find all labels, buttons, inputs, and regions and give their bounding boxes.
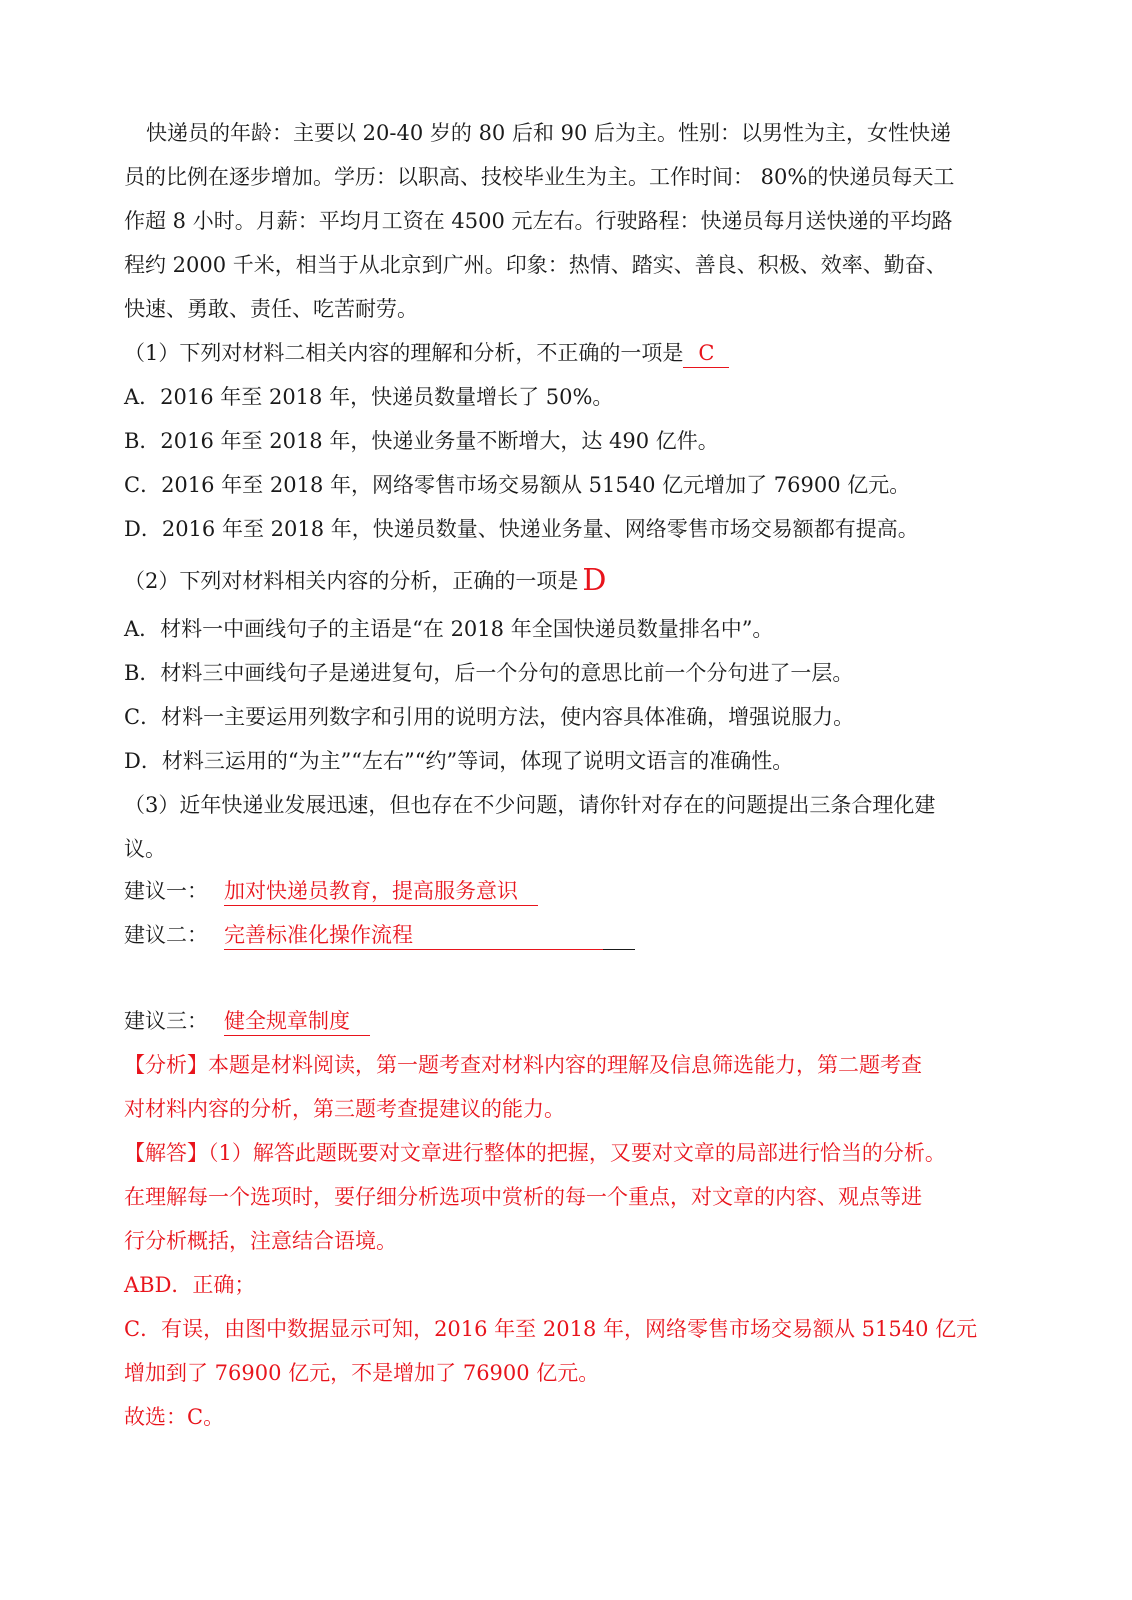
solution-text: ABD．正确； — [124, 1273, 256, 1297]
question-2-option-c: C．材料一主要运用列数字和引用的说明方法，使内容具体准确，增强说服力。 — [124, 705, 855, 729]
question-1-option-b: B．2016 年至 2018 年，快递业务量不断增大，达 490 亿件。 — [124, 429, 719, 453]
solution-text: 增加到了 76900 亿元，不是增加了 76900 亿元。 — [124, 1361, 600, 1385]
solution-text: 行分析概括，注意结合语境。 — [124, 1229, 397, 1253]
question-3-stem-cont: 议。 — [124, 837, 166, 861]
suggestion-3-label: 建议三： — [124, 1009, 208, 1033]
question-2-answer: D — [582, 563, 607, 598]
solution-text: 故选：C。 — [124, 1405, 225, 1429]
suggestion-1 — [124, 876, 1024, 906]
question-1-text: （1）下列对材料二相关内容的理解和分析，不正确的一项是 — [124, 341, 684, 365]
solution-text: C．有误，由图中数据显示可知，2016 年至 2018 年，网络零售市场交易额从 51540 亿元 — [124, 1317, 978, 1341]
question-1-option-a: A．2016 年至 2018 年，快递员数量增长了 50%。 — [124, 385, 614, 409]
suggestion-2 — [124, 920, 1024, 950]
question-1-stem — [124, 338, 1024, 368]
question-3-stem: （3）近年快递业发展迅速，但也存在不少问题，请你针对存在的问题提出三条合理化建 — [124, 793, 936, 817]
question-2-option-d: D．材料三运用的“为主”“左右”“约”等词，体现了说明文语言的准确性。 — [124, 749, 794, 773]
question-1-answer: C — [683, 339, 729, 368]
material-line: 快速、勇敢、责任、吃苦耐劳。 — [124, 297, 418, 321]
suggestion-2-label: 建议二： — [124, 923, 208, 947]
question-2-option-b: B．材料三中画线句子是递进复句，后一个分句的意思比前一个分句进了一层。 — [124, 661, 854, 685]
question-2-stem — [124, 563, 1024, 598]
material-line: 程约 2000 千米，相当于从北京到广州。印象：热情、踏实、善良、积极、效率、勤奋、 — [124, 253, 947, 277]
solution-text: 在理解每一个选项时，要仔细分析选项中赏析的每一个重点，对文章的内容、观点等进 — [124, 1185, 922, 1209]
question-1-option-c: C．2016 年至 2018 年，网络零售市场交易额从 51540 亿元增加了 76900 亿元。 — [124, 473, 911, 497]
solution-text: 【解答】（1）解答此题既要对文章进行整体的把握，又要对文章的局部进行恰当的分析。 — [124, 1141, 946, 1165]
question-2-option-a: A．材料一中画线句子的主语是“在 2018 年全国快递员数量排名中”。 — [124, 617, 774, 641]
question-2-text: （2）下列对材料相关内容的分析，正确的一项是 — [124, 569, 579, 593]
suggestion-3 — [124, 1006, 1024, 1036]
answer-underline — [603, 923, 635, 950]
analysis-text: 【分析】本题是材料阅读，第一题考查对材料内容的理解及信息筛选能力，第二题考查 — [124, 1053, 922, 1077]
suggestion-2-value: 完善标准化操作流程 — [224, 921, 603, 950]
material-line: 快递员的年龄：主要以 20-40 岁的 80 后和 90 后为主。性别：以男性为主，女性快递 — [146, 121, 952, 145]
suggestion-3-value: 健全规章制度 — [224, 1007, 370, 1036]
analysis-text: 对材料内容的分析，第三题考查提建议的能力。 — [124, 1097, 565, 1121]
suggestion-1-label: 建议一： — [124, 879, 208, 903]
question-1-option-d: D．2016 年至 2018 年，快递员数量、快递业务量、网络零售市场交易额都有提高。 — [124, 517, 919, 541]
suggestion-1-value: 加对快递员教育，提高服务意识 — [224, 877, 538, 906]
material-line: 员的比例在逐步增加。学历：以职高、技校毕业生为主。工作时间： 80%的快递员每天工 — [124, 165, 955, 189]
material-line: 作超 8 小时。月薪：平均月工资在 4500 元左右。行驶路程：快递员每月送快递的平均路 — [124, 209, 953, 233]
